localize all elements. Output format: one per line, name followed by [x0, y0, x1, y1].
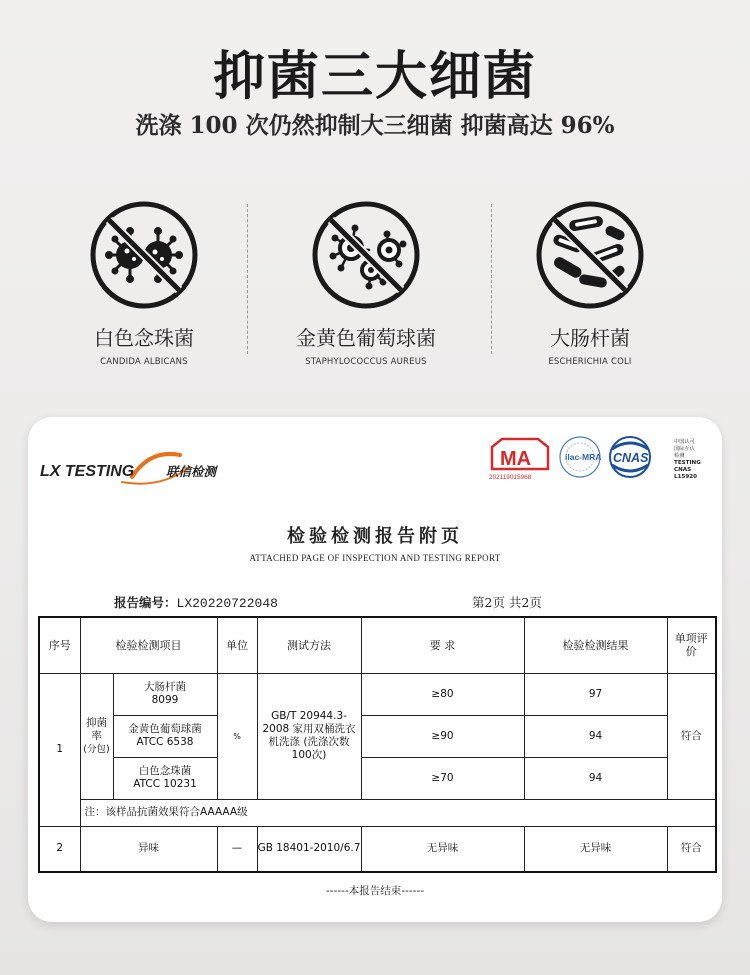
report-number-value: LX20220722048 [176, 596, 278, 611]
candida-crossed-icon [89, 200, 199, 310]
requirement-cell: ≥90 [361, 715, 524, 757]
page-title: 抑菌三大细菌 [212, 47, 537, 107]
bacteria-name-cn: 白色念珠菌 [94, 326, 194, 350]
report-number: 报告编号：LX20220722048 [114, 595, 278, 611]
column-header: 单项评价 [667, 617, 716, 673]
bacteria-name-en: ESCHERICHIA COLI [548, 357, 632, 367]
page-subtitle: 洗涤 100 次仍然抑制大三细菌 抑菌高达 96% [135, 112, 615, 139]
ecoli-crossed-icon [535, 200, 645, 310]
bacteria-ecoli [480, 200, 700, 367]
result-cell: 94 [524, 757, 667, 799]
result-cell: 无异味 [524, 826, 667, 872]
table-row [39, 826, 716, 872]
bacteria-candida [34, 200, 254, 367]
certification-marks [488, 435, 714, 495]
unit-cell: — [217, 826, 257, 872]
method-cell: GB 18401-2010/6.7 [257, 826, 361, 872]
bacteria-name-en: STAPHYLOCOCCUS AUREUS [305, 357, 427, 367]
svg-text:ilac-MRA: ilac-MRA [565, 452, 602, 462]
column-header: 检验检测项目 [80, 617, 217, 673]
cnas-cert-text: 中国认可 国际互认 检测 TESTING CNAS L15920 [674, 439, 701, 480]
cma-mark [489, 439, 548, 481]
seq-cell: 2 [39, 826, 80, 872]
page-info: 第2页 共2页 [472, 595, 542, 610]
item-cell: 白色念珠菌 ATCC 10231 [113, 757, 217, 799]
report-title: 检验检测报告附页 [287, 526, 463, 547]
table-row [39, 673, 716, 715]
svg-text:CNAS: CNAS [613, 451, 649, 465]
column-header: 单位 [217, 617, 257, 673]
bacteria-name-en: CANDIDA ALBICANS [100, 357, 188, 367]
result-cell: 97 [524, 673, 667, 715]
column-header: 要 求 [361, 617, 524, 673]
verdict-cell: 符合 [667, 673, 716, 799]
svg-text:LX TESTING: LX TESTING [40, 463, 135, 480]
report-table [38, 616, 717, 873]
table-row [39, 715, 716, 757]
item-cell: 大肠杆菌 8099 [113, 673, 217, 715]
requirement-cell: 无异味 [361, 826, 524, 872]
report-end-line: ------本报告结束------ [326, 885, 424, 897]
verdict-cell: 符合 [667, 826, 716, 872]
group-label-cell: 抑菌率 (分包) [80, 673, 113, 799]
item-cell: 异味 [80, 826, 217, 872]
table-header-row [39, 617, 716, 673]
cnas-mark [610, 437, 650, 477]
requirement-cell: ≥70 [361, 757, 524, 799]
item-cell: 金黄色葡萄球菌 ATCC 6538 [113, 715, 217, 757]
staphylococcus-crossed-icon [311, 200, 421, 310]
bacteria-staphylococcus [256, 200, 476, 367]
bacteria-row [0, 200, 750, 367]
report-subtitle: ATTACHED PAGE OF INSPECTION AND TESTING REPORT [249, 553, 501, 563]
report-card [28, 417, 722, 922]
table-row [39, 757, 716, 799]
svg-text:MA: MA [500, 448, 532, 470]
unit-cell: % [217, 673, 257, 799]
column-header: 序号 [39, 617, 80, 673]
method-cell: GB/T 20944.3-2008 家用双桶洗衣机洗涤 (洗涤次数100次) [257, 673, 361, 799]
note-cell: 注：该样品抗菌效果符合AAAAA级 [80, 799, 716, 826]
column-header: 检验检测结果 [524, 617, 667, 673]
bacteria-name-cn: 大肠杆菌 [550, 326, 630, 350]
svg-text:2021190159​68: 2021190159​68 [489, 474, 532, 481]
svg-text:联信检测: 联信检测 [166, 464, 217, 479]
seq-cell: 1 [39, 673, 80, 826]
result-cell: 94 [524, 715, 667, 757]
divider [247, 204, 248, 354]
ilac-mark [560, 437, 601, 477]
bacteria-name-cn: 金黄色葡萄球菌 [296, 326, 436, 350]
lx-testing-logo [40, 447, 240, 493]
table-row [39, 799, 716, 826]
column-header: 测试方法 [257, 617, 361, 673]
requirement-cell: ≥80 [361, 673, 524, 715]
